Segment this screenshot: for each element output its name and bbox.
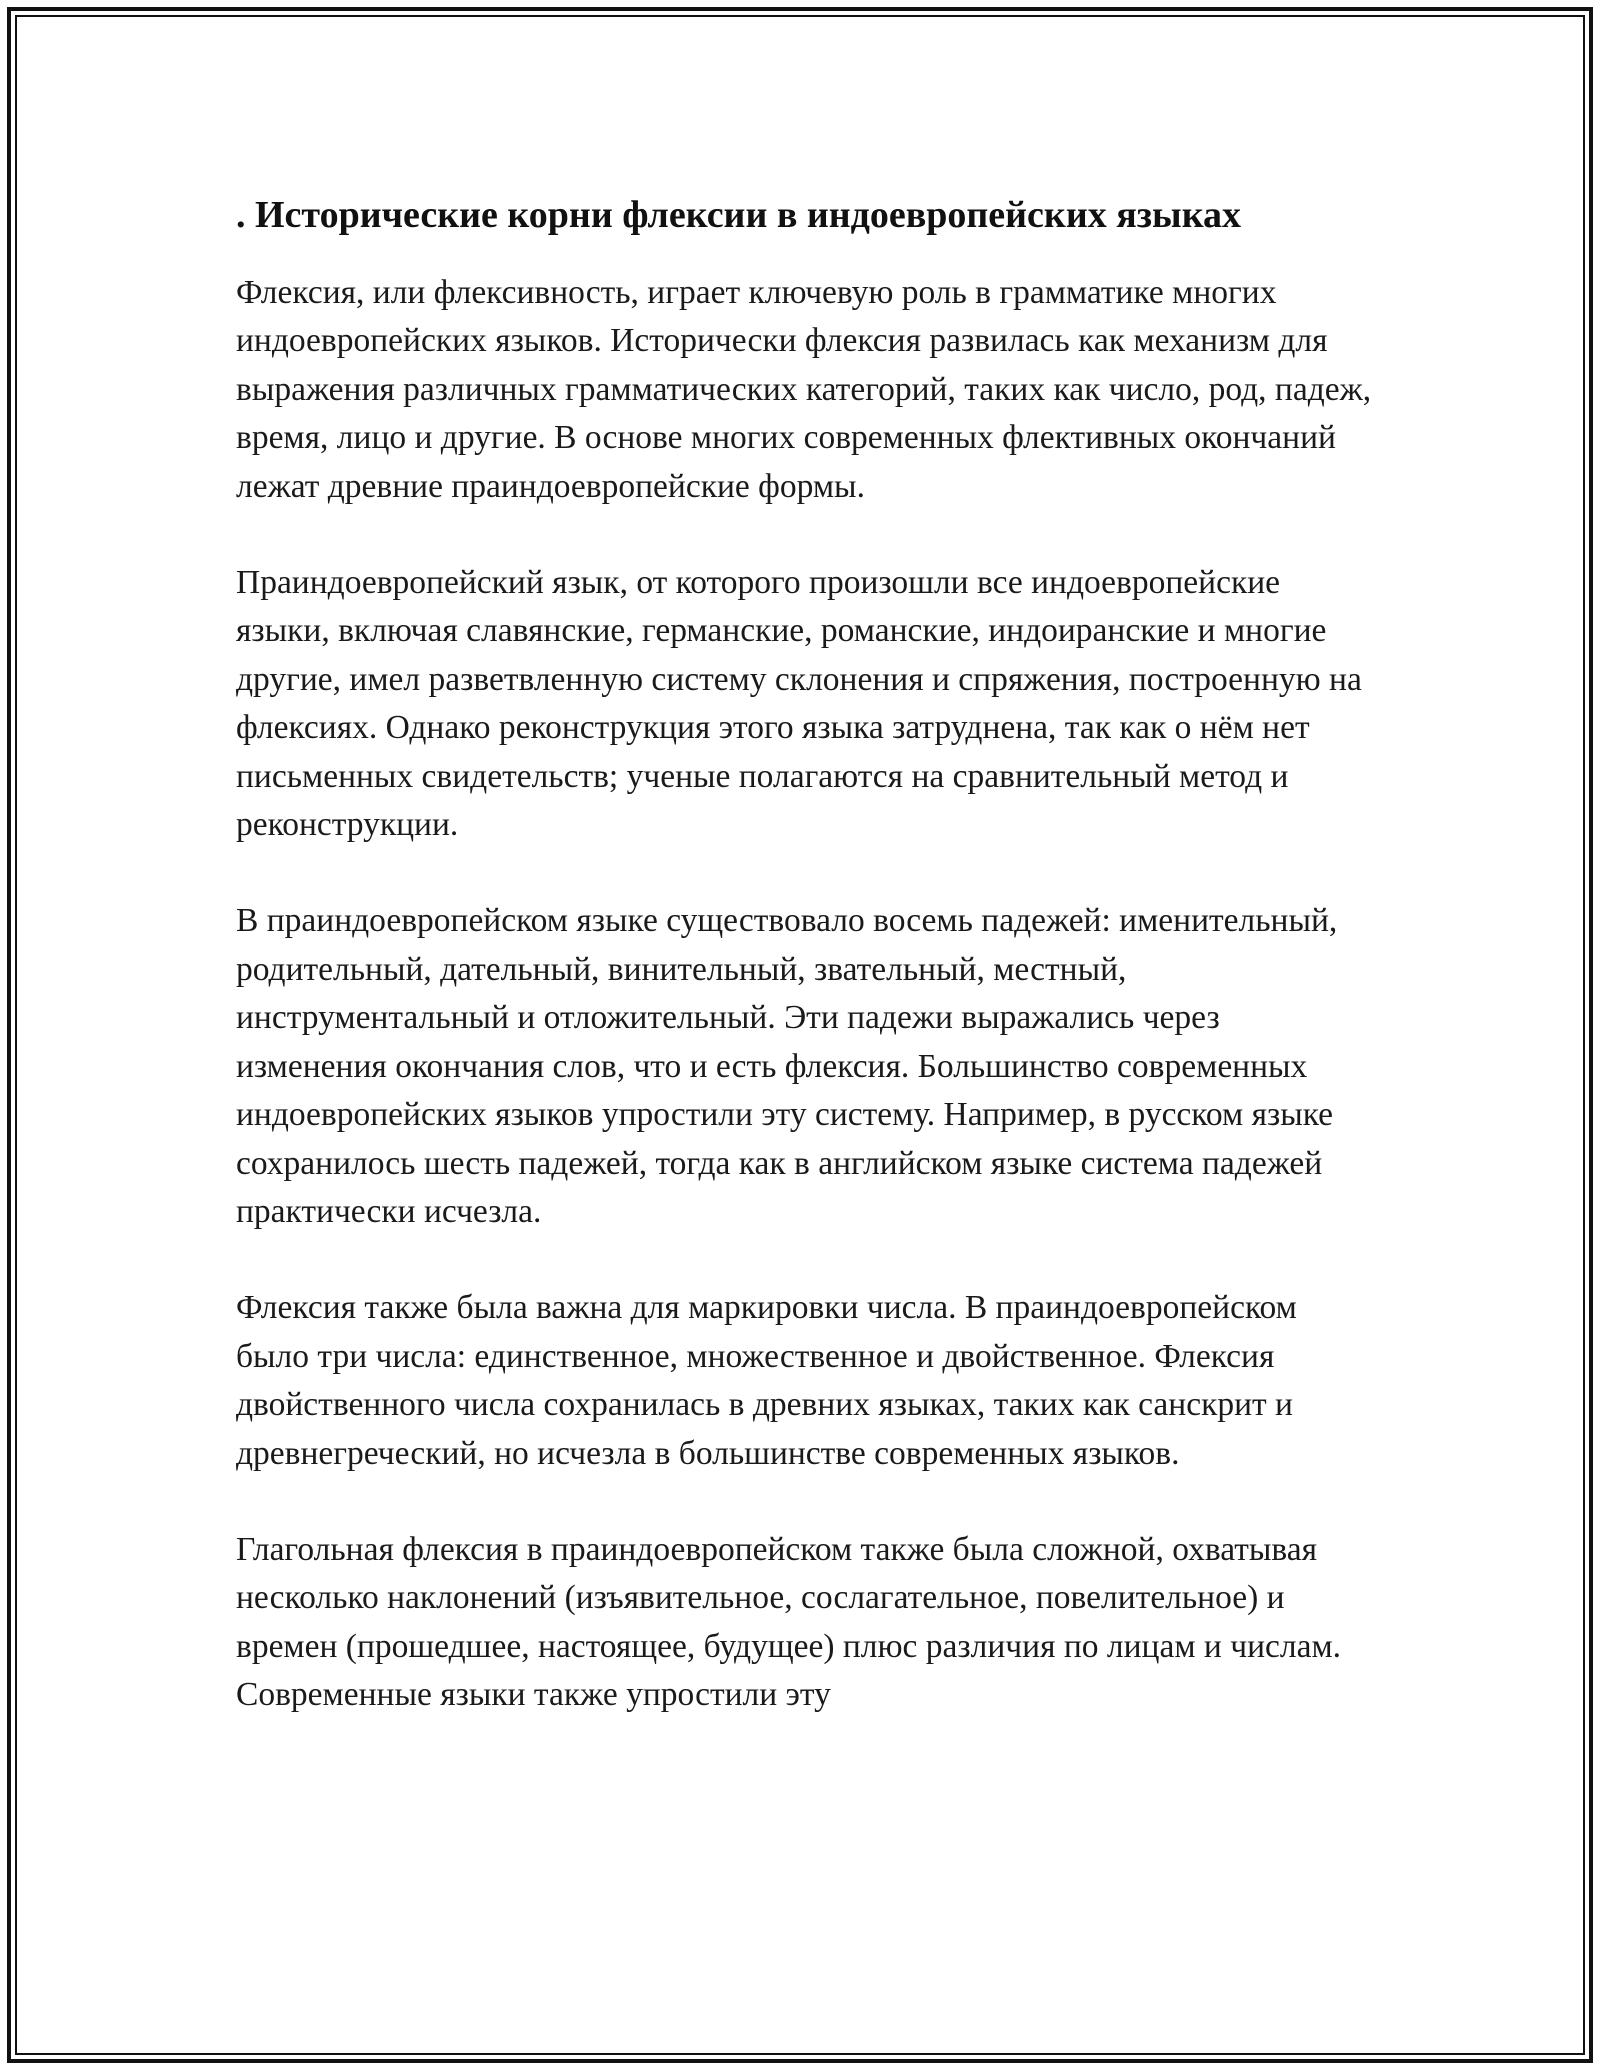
- document-body: [236, 187, 1376, 1768]
- paragraph-3: В праиндоевропейском языке существовало восемь падежей: именительный, родительный, дательный, винительный, звательный, местный, инструментальный и отложительный. Эти падежи выражались через изменения окончания слов, что и есть флексия. Большинство современных индоевропейских языков упростили эту систему. Например, в русском языке сохранилось шесть падежей, тогда как в английском языке система падежей практически исчезла.: [236, 902, 1338, 1230]
- document-title: . Исторические корни флексии в индоевропейских языках: [236, 194, 1242, 236]
- paragraph-5: Глагольная флексия в праиндоевропейском также была сложной, охватывая несколько наклонений (изъявительное, сослагательное, повелительное) и времен (прошедшее, настоящее, будущее) плюс различия по лицам и числам. Современные языки также упростили эту: [236, 1530, 1342, 1714]
- paragraph-2: Праиндоевропейский язык, от которого произошли все индоевропейские языки, включая славянские, германские, романские, индоиранские и многие другие, имел разветвленную систему склонения и спряжения, построенную на флексиях. Однако реконструкция этого языка затруднена, так как о нём нет письменных свидетельств; ученые полагаются на сравнительный метод и реконструкции.: [236, 564, 1362, 844]
- paragraph-4: Флексия также была важна для маркировки числа. В праиндоевропейском было три числа: единственное, множественное и двойственное. Флексия двойственного числа сохранилась в древних языках, таких как санскрит и древнегреческий, но исчезла в большинстве современных языков.: [236, 1289, 1297, 1472]
- paragraph-1: Флексия, или флексивность, играет ключевую роль в грамматике многих индоевропейских языков. Исторически флексия развилась как механизм для выражения различных грамматических категорий, таких как число, род, падеж, время, лицо и другие. В основе многих современных флективных окончаний лежат древние праиндоевропейские формы.: [236, 274, 1372, 505]
